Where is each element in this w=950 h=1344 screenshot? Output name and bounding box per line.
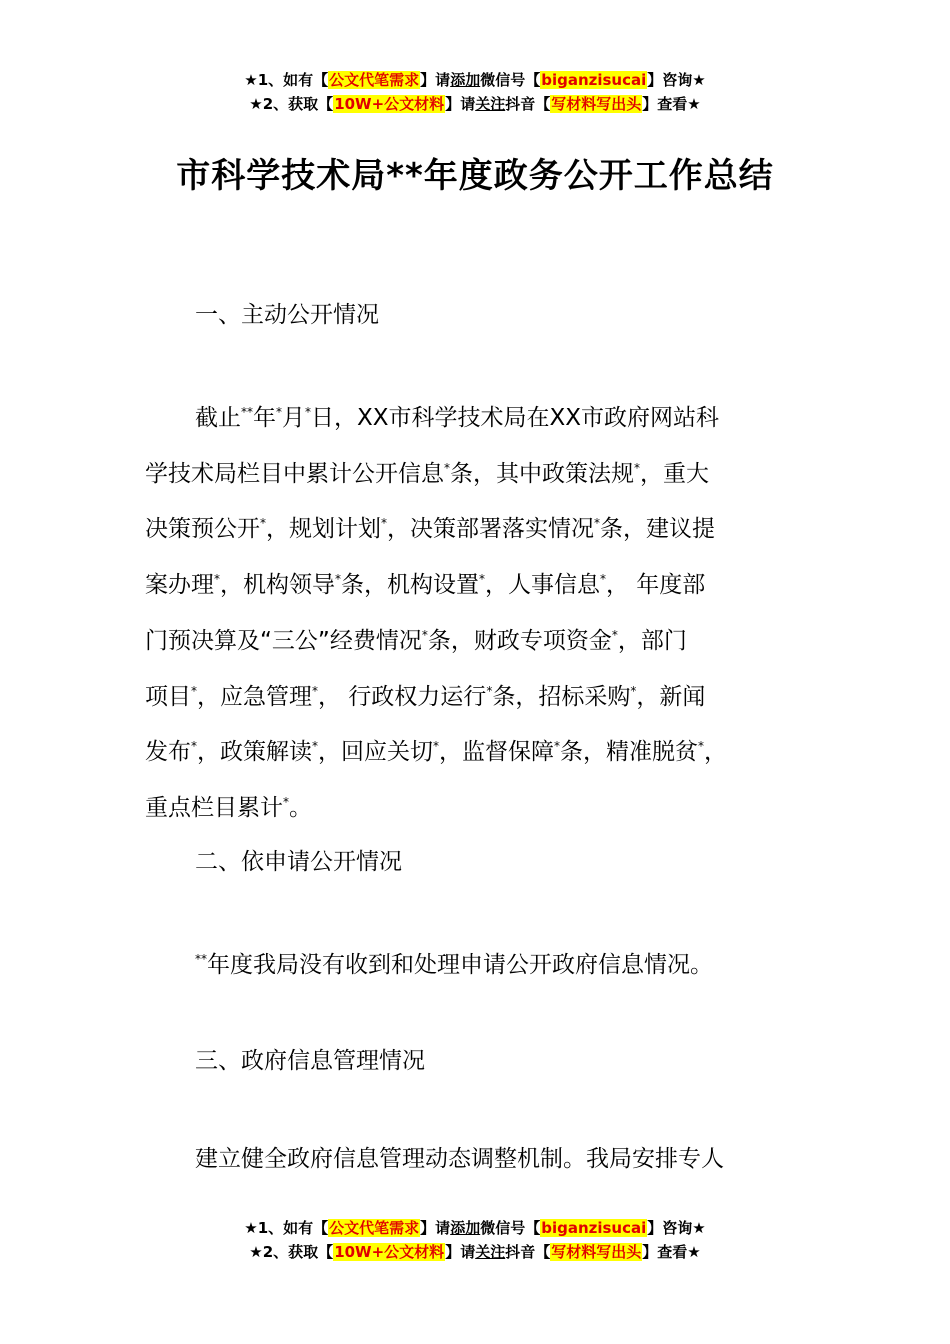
promo-line-2: ★2、获取【10W+公文材料】请关注抖音【写材料写出头】查看★ xyxy=(249,1243,701,1261)
paragraph-line: 项目*，应急管理*， 行政权力运行*条，招标采购*，新闻 xyxy=(145,683,706,710)
paragraph-line: 案办理*，机构领导*条，机构设置*，人事信息*， 年度部 xyxy=(145,572,706,599)
section-1-heading: 一、主动公开情况 xyxy=(195,302,379,328)
highlight-douyin: 写材料写出头 xyxy=(551,1243,642,1261)
highlight-douyin: 写材料写出头 xyxy=(551,95,642,113)
section-2-paragraph xyxy=(145,935,835,991)
paragraph-line: 学技术局栏目中累计公开信息*条，其中政策法规*，重大 xyxy=(145,460,709,487)
promo-line-1: ★1、如有【公文代笔需求】请添加微信号【biganzisucai】咨询★ xyxy=(244,71,706,89)
section-2-heading: 二、依申请公开情况 xyxy=(195,849,402,875)
highlight-wechat-id: biganzisucai xyxy=(541,71,647,89)
promo-banner-top xyxy=(0,68,950,116)
highlight-materials: 10W+公文材料 xyxy=(334,1243,445,1261)
paragraph-line: 决策预公开*，规划计划*，决策部署落实情况*条，建议提 xyxy=(145,516,715,543)
highlight-wechat-id: biganzisucai xyxy=(541,1219,647,1237)
section-1-paragraph xyxy=(145,388,835,834)
document-title: 市科学技术局**年度政务公开工作总结 xyxy=(176,156,774,196)
highlight-service: 公文代笔需求 xyxy=(329,1219,420,1237)
paragraph-line: 建立健全政府信息管理动态调整机制。我局安排专人 xyxy=(195,1146,724,1172)
highlight-materials: 10W+公文材料 xyxy=(334,95,445,113)
promo-line-2: ★2、获取【10W+公文材料】请关注抖音【写材料写出头】查看★ xyxy=(249,95,701,113)
paragraph-line: 重点栏目累计*。 xyxy=(145,794,312,821)
paragraph-line: 截止**年*月*日，XX市科学技术局在XX市政府网站科 xyxy=(195,405,720,431)
paragraph-line: 发布*，政策解读*，回应关切*，监督保障*条，精准脱贫*， xyxy=(145,739,727,766)
promo-line-1: ★1、如有【公文代笔需求】请添加微信号【biganzisucai】咨询★ xyxy=(244,1219,706,1237)
section-3-paragraph xyxy=(145,1135,835,1185)
section-3-heading: 三、政府信息管理情况 xyxy=(195,1048,425,1074)
paragraph-line: **年度我局没有收到和处理申请公开政府信息情况。 xyxy=(195,952,713,978)
paragraph-line: 门预决算及“三公”经费情况*条，财政专项资金*，部门 xyxy=(145,627,687,654)
promo-banner-bottom xyxy=(0,1216,950,1264)
highlight-service: 公文代笔需求 xyxy=(329,71,420,89)
